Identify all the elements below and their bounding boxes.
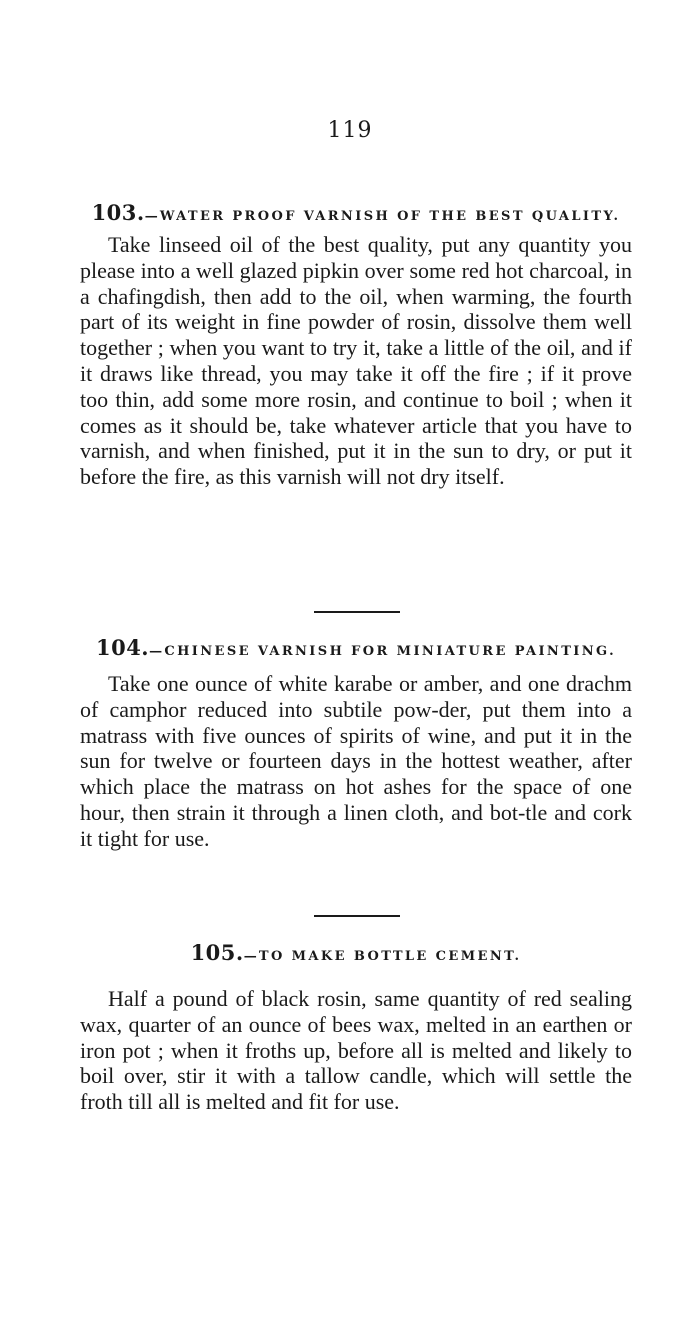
recipe-number: 103. <box>91 200 145 225</box>
recipe-text: Half a pound of black rosin, same quantity of red sealing wax, quarter of an ounce of bees wax, melted in an earthen or iron pot ; when it froths up, before all is melted and likely to boil over, stir it with a tallow candle, which will settle the froth till all is melted and fit for use. <box>80 986 632 1115</box>
recipe-number: 105. <box>190 940 244 965</box>
recipe-title: WATER PROOF VARNISH OF THE BEST QUALITY. <box>159 209 621 224</box>
recipe-105 <box>80 940 632 1115</box>
recipe-dash: — <box>243 949 259 964</box>
recipe-text: Take linseed oil of the best quality, put any quantity you please into a well glazed pipkin over some red hot charcoal, in a chafingdish, then add to the oil, when warming, the fourth part of its weight in fine powder of rosin, dissolve them well together ; when you want to try it, take a little of the oil, and if it draws like thread, you may take it off the fire ; if it prove too thin, add some more rosin, and continue to boil ; when it comes as it should be, take whatever article that you have to varnish, and when finished, put it in the sun to dry, or put it before the fire, as this varnish will not dry itself. <box>80 232 632 490</box>
recipe-title: CHINESE VARNISH FOR MINIATURE PAINTING. <box>164 644 617 659</box>
recipe-dash: — <box>149 644 165 659</box>
recipe-104 <box>80 635 632 852</box>
section-divider <box>314 915 400 917</box>
recipe-number: 104. <box>95 635 150 660</box>
recipe-103 <box>80 200 632 490</box>
recipe-text: Take one ounce of white karabe or amber, and one drachm of camphor reduced into subtile pow-der, put them into a matrass with five ounces of spirits of wine, and put it in the sun for twelve or fourteen days in the hottest weather, after which place the matrass on hot ashes for the space of one hour, then strain it through a linen cloth, and bot-tle and cork it tight for use. <box>80 671 632 851</box>
section-divider <box>314 611 400 613</box>
recipe-title: TO MAKE BOTTLE CEMENT. <box>258 949 522 964</box>
recipe-heading <box>80 940 632 970</box>
recipe-heading <box>80 635 632 665</box>
recipe-dash: — <box>144 209 160 224</box>
page-number: 119 <box>327 118 373 143</box>
recipe-heading <box>80 200 632 230</box>
